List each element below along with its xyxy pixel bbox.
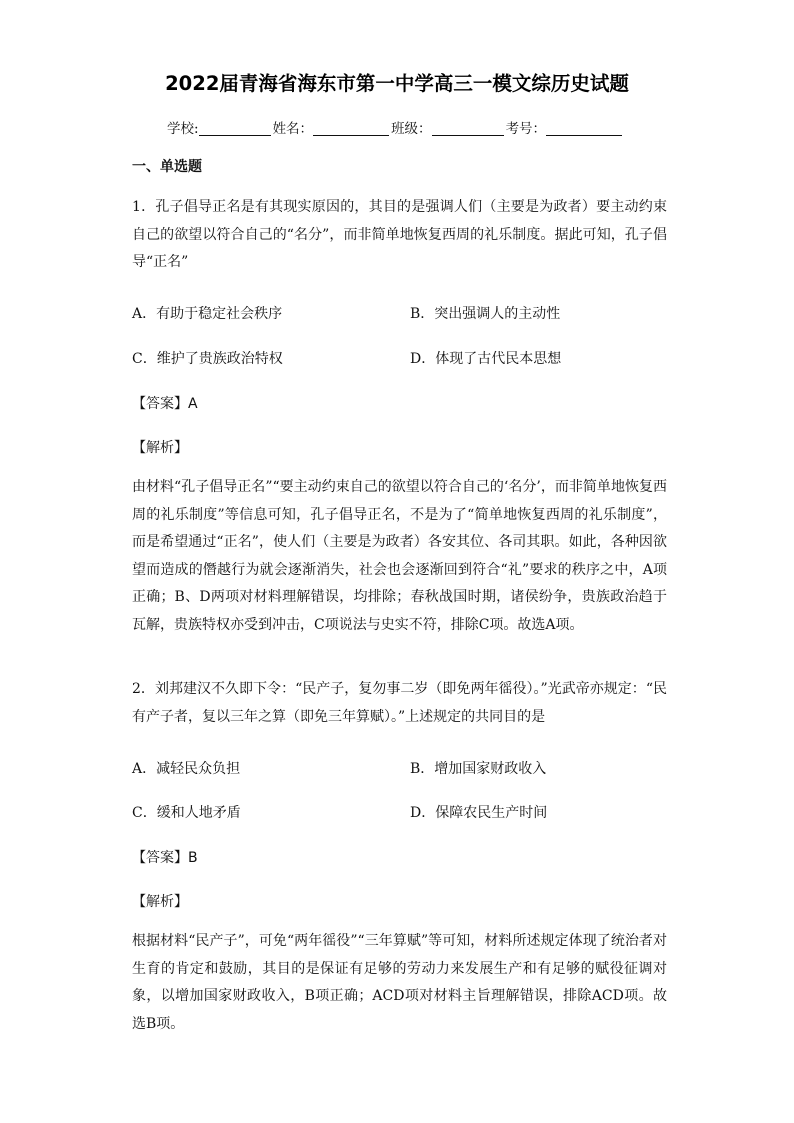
q2-option-a[interactable]: A．减轻民众负担 bbox=[132, 761, 241, 777]
q2-option-b[interactable]: B．增加国家财政收入 bbox=[410, 761, 547, 777]
q1-option-a[interactable]: A．有助于稳定社会秩序 bbox=[132, 306, 283, 322]
section-heading: 一、单选题 bbox=[132, 159, 202, 175]
school-label: 学校: bbox=[167, 121, 199, 137]
q2-answer: 【答案】B bbox=[132, 850, 198, 866]
class-label: 班级： bbox=[391, 121, 432, 137]
number-label: 考号： bbox=[505, 121, 547, 137]
school-blank[interactable] bbox=[199, 121, 271, 136]
q1-option-d[interactable]: D．体现了古代民本思想 bbox=[410, 351, 562, 367]
name-blank[interactable] bbox=[313, 121, 389, 136]
number-blank[interactable] bbox=[546, 121, 622, 136]
class-blank[interactable] bbox=[432, 121, 504, 136]
q1-option-c[interactable]: C．维护了贵族政治特权 bbox=[132, 351, 283, 367]
q2-analysis: 根据材料“民产子”，可免“两年徭役”“三年算赋”等可知，材料所述规定体现了统治者对生育的肯定和鼓励，其目的是保证有足够的劳动力来发展生产和有足够的赋役征调对象，以增加国家财政收入，B项正确；ACD项对材料主旨理解错误，排除ACD项。故选B项。 bbox=[132, 933, 667, 1032]
q2-analysis-label: 【解析】 bbox=[132, 894, 188, 910]
q2-option-c[interactable]: C．缓和人地矛盾 bbox=[132, 805, 241, 821]
q1-option-b[interactable]: B．突出强调人的主动性 bbox=[410, 306, 561, 322]
q1-answer: 【答案】A bbox=[132, 396, 198, 412]
q1-analysis: 由材料“孔子倡导正名”“要主动约束自己的欲望以符合自己的‘名分’，而非简单地恢复西周的礼乐制度”等信息可知，孔子倡导正名，不是为了“简单地恢复西周的礼乐制度”，而是希望通过“正名”，使人们（主要是为政者）各安其位、各司其职。如此，各种因欲望而造成的僭越行为就会逐渐消失，社会也会逐渐回到符合“礼”要求的秩序之中，A项正确；B、D两项对材料理解错误，均排除；春秋战国时期，诸侯纷争，贵族政治趋于瓦解，贵族特权亦受到冲击，C项说法与史实不符，排除C项。故选A项。 bbox=[132, 479, 667, 633]
page-title: 2022届青海省海东市第一中学高三一模文综历史试题 bbox=[165, 72, 629, 95]
question-1-stem: 1．孔子倡导正名是有其现实原因的，其目的是强调人们（主要是为政者）要主动约束自己的欲望以符合自己的“名分”，而非简单地恢复西周的礼乐制度。据此可知，孔子倡导“正名” bbox=[132, 199, 667, 270]
q2-option-d[interactable]: D．保障农民生产时间 bbox=[410, 805, 548, 821]
student-info-line bbox=[167, 117, 624, 137]
q1-analysis-label: 【解析】 bbox=[132, 440, 188, 456]
name-label: 姓名： bbox=[272, 121, 314, 137]
question-2-stem: 2．刘邦建汉不久即下令：“民产子，复勿事二岁（即免两年徭役）。”光武帝亦规定：“民有产子者，复以三年之算（即免三年算赋）。”上述规定的共同目的是 bbox=[132, 681, 667, 725]
